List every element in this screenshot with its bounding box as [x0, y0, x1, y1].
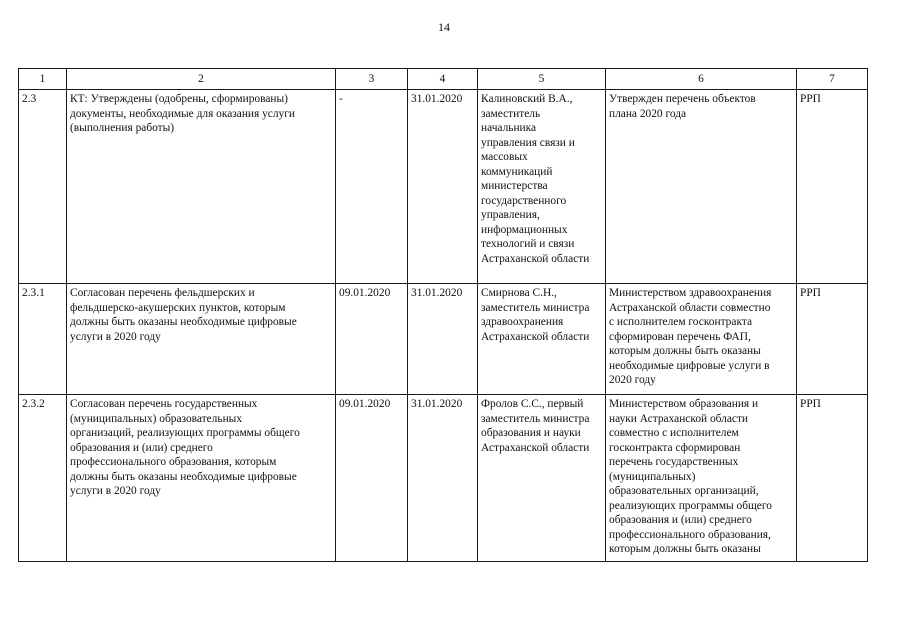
description-cell: КТ: Утверждены (одобрены, сформированы) документы, необходимые для оказания услуги (выполнения работы) — [67, 90, 336, 284]
column-header-5: 5 — [478, 69, 606, 90]
end-date-cell: 31.01.2020 — [408, 90, 478, 284]
table-row — [19, 395, 868, 562]
description-cell: Согласован перечень фельдшерских и фельдшерско-акушерских пунктов, которым должны быть оказаны необходимые цифровые услуги в 2020 году — [67, 284, 336, 395]
column-header-2: 2 — [67, 69, 336, 90]
table-row — [19, 284, 868, 395]
column-header-1: 1 — [19, 69, 67, 90]
result-cell: Министерством образования и науки Астраханской области совместно с исполнителем госконтракта сформирован перечень государственных (муниципальных) образовательных организаций, реализующих программы общего образования и (или) среднего профессионального образования, которым должны быть оказаны — [606, 395, 797, 562]
description-cell: Согласован перечень государственных (муниципальных) образовательных организаций, реализующих программы общего образования и (или) среднего профессионального образования, которым должны быть оказаны необходимые цифровые услуги в 2020 году — [67, 395, 336, 562]
start-date-cell: - — [336, 90, 408, 284]
level-cell: РРП — [797, 284, 868, 395]
column-header-3: 3 — [336, 69, 408, 90]
plan-table — [18, 68, 868, 562]
level-cell: РРП — [797, 90, 868, 284]
responsible-cell: Фролов С.С., первый заместитель министра образования и науки Астраханской области — [478, 395, 606, 562]
responsible-cell: Калиновский В.А., заместитель начальника управления связи и массовых коммуникаций министерства государственного управления, информационных технологий и связи Астраханской области — [478, 90, 606, 284]
result-cell: Министерством здравоохранения Астраханской области совместно с исполнителем госконтракта сформирован перечень ФАП, которым должны быть оказаны необходимые цифровые услуги в 2020 году — [606, 284, 797, 395]
row-number-cell: 2.3 — [19, 90, 67, 284]
column-header-6: 6 — [606, 69, 797, 90]
column-header-7: 7 — [797, 69, 868, 90]
start-date-cell: 09.01.2020 — [336, 395, 408, 562]
level-cell: РРП — [797, 395, 868, 562]
row-number-cell: 2.3.2 — [19, 395, 67, 562]
end-date-cell: 31.01.2020 — [408, 284, 478, 395]
column-header-4: 4 — [408, 69, 478, 90]
responsible-cell: Смирнова С.Н., заместитель министра здравоохранения Астраханской области — [478, 284, 606, 395]
start-date-cell: 09.01.2020 — [336, 284, 408, 395]
table-row — [19, 90, 868, 284]
row-number-cell: 2.3.1 — [19, 284, 67, 395]
end-date-cell: 31.01.2020 — [408, 395, 478, 562]
page-number: 14 — [438, 20, 450, 34]
result-cell: Утвержден перечень объектов плана 2020 года — [606, 90, 797, 284]
header-row — [19, 69, 868, 90]
